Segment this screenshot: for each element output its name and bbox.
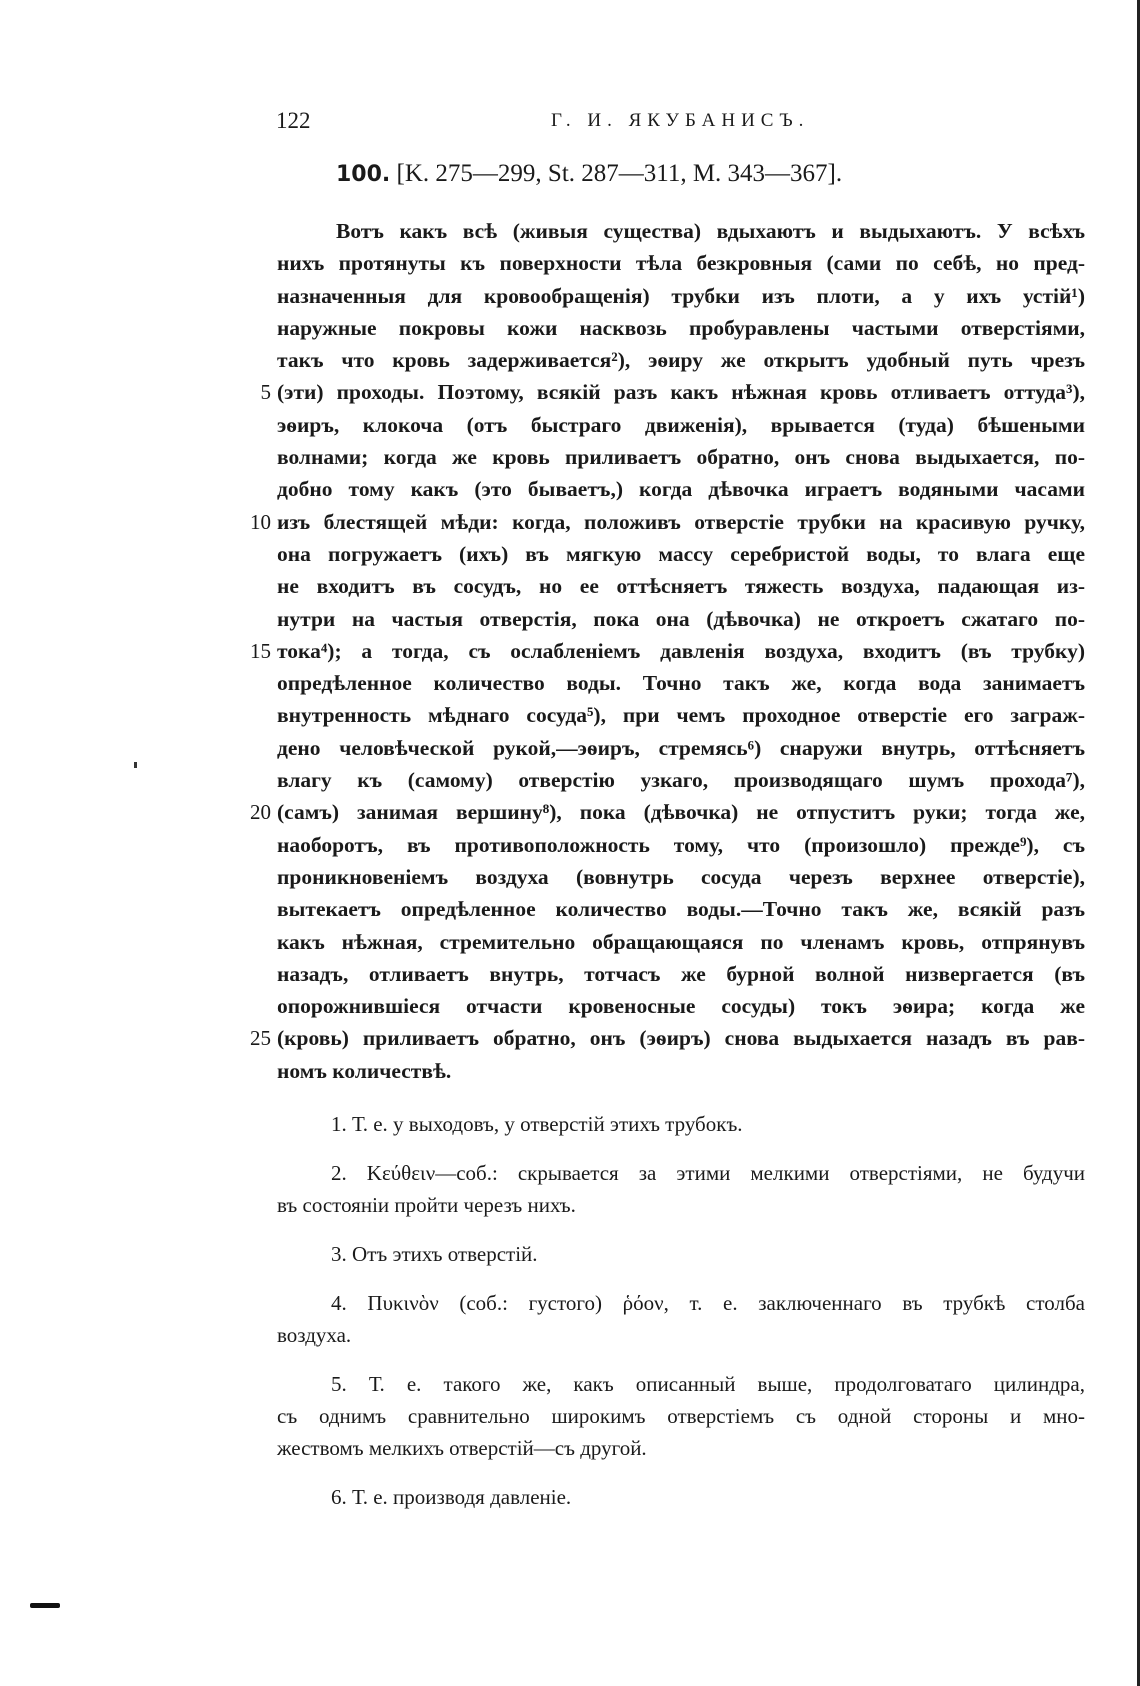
text-line <box>277 280 1085 312</box>
line-text: номъ количествѣ. <box>277 1058 452 1083</box>
footnote <box>277 1157 1085 1221</box>
text-line <box>277 247 1085 279</box>
footnote <box>277 1238 1085 1270</box>
line-text: влагу къ (самому) отверстію узкаго, производящаго шумъ прохода⁷), <box>277 768 1085 793</box>
line-text: не входитъ въ сосудъ, но ее оттѣсняетъ тяжесть воздуха, падающая из- <box>277 574 1085 599</box>
text-line <box>277 699 1085 731</box>
text-line <box>277 312 1085 344</box>
line-text: дено человѣческой рукой,—эѳиръ, стремясь⁶) снаружи внутрь, оттѣсняетъ <box>277 735 1085 760</box>
line-number: 25 <box>250 1026 271 1051</box>
footnote <box>277 1108 1085 1140</box>
line-number: 5 <box>260 380 271 405</box>
line-text: изъ блестящей мѣди: когда, положивъ отверстіе трубки на красивую ручку, <box>277 509 1085 534</box>
footnote-line: 6. Т. е. производя давленіе. <box>331 1485 572 1509</box>
footnote <box>277 1481 1085 1513</box>
line-text: назначенныя для кровообращенія) трубки изъ плоти, а у ихъ устій¹) <box>277 283 1085 308</box>
line-number: 15 <box>250 638 271 663</box>
line-text: добно тому какъ (это бываетъ,) когда дѣвочка играетъ водяными часами <box>277 477 1085 502</box>
line-text: опредѣленное количество воды. Точно такъ же, когда вода занимаетъ <box>277 671 1085 696</box>
text-line <box>250 635 1085 667</box>
line-number: 20 <box>250 800 271 825</box>
text-line <box>277 861 1085 893</box>
text-line <box>277 473 1085 505</box>
line-text: (самъ) занимая вершину⁸), пока (дѣвочка) не отпуститъ руки; тогда же, <box>277 800 1085 825</box>
line-text: тока⁴); а тогда, съ ослабленіемъ давленія воздуха, входитъ (въ трубку) <box>277 638 1085 663</box>
line-text: она погружаетъ (ихъ) въ мягкую массу серебристой воды, то влага еще <box>277 541 1085 566</box>
line-text: наоборотъ, въ противоположность тому, что (произошло) прежде⁹), съ <box>277 832 1085 857</box>
footnote-line: жествомъ мелкихъ отверстій—съ другой. <box>277 1436 647 1460</box>
footnote-line: съ однимъ сравнительно широкимъ отверстіемъ съ одной стороны и мно- <box>277 1404 1085 1428</box>
line-text: эѳиръ, клокоча (отъ быстраго движенія), врывается (туда) бѣшеными <box>277 412 1085 437</box>
line-text: (эти) проходы. Поэтому, всякій разъ какъ нѣжная кровь отливаетъ оттуда³), <box>277 380 1085 405</box>
text-line <box>277 344 1085 376</box>
text-line <box>277 409 1085 441</box>
footnote-line: 3. Отъ этихъ отверстій. <box>331 1242 538 1266</box>
text-line <box>277 764 1085 796</box>
footnote-line: 1. Т. е. у выходовъ, у отверстій этихъ трубокъ. <box>331 1112 743 1136</box>
line-text: такъ что кровь задерживается²), эѳиру же открытъ удобный путь чрезъ <box>277 348 1085 373</box>
footnote-line: 5. Т. е. такого же, какъ описанный выше, продолговатаго цилиндра, <box>331 1372 1085 1396</box>
line-text: наружные покровы кожи насквозь пробуравлены частыми отверстіями, <box>277 315 1085 340</box>
text-line <box>277 441 1085 473</box>
text-line <box>277 570 1085 602</box>
footnote-line: 4. Πυκινὸν (соб.: густого) ῥόον, т. е. заключеннаго въ трубкѣ столба <box>331 1291 1085 1315</box>
text-line <box>277 603 1085 635</box>
line-text: нихъ протянуты къ поверхности тѣла безкровныя (сами по себѣ, но пред- <box>277 251 1085 276</box>
line-text: вытекаетъ опредѣленное количество воды.—Точно такъ же, всякій разъ <box>277 897 1085 922</box>
text-line <box>277 538 1085 570</box>
page-header <box>276 108 1086 138</box>
section-refs: [K. 275—299, St. 287—311, M. 343—367]. <box>396 160 843 187</box>
line-text: внутренность мѣднаго сосуда⁵), при чемъ проходное отверстіе его заграж- <box>277 703 1085 728</box>
line-text: опорожнившіеся отчасти кровеносные сосуды) токъ эѳира; когда же <box>277 994 1085 1019</box>
line-text: Вотъ какъ всѣ (живыя существа) вдыхаютъ и выдыхаютъ. У всѣхъ <box>336 219 1085 243</box>
line-text: какъ нѣжная, стремительно обращающаяся по членамъ кровь, отпрянувъ <box>277 929 1085 954</box>
line-text: волнами; когда же кровь приливаетъ обратно, онъ снова выдыхается, по- <box>277 445 1085 470</box>
margin-speck <box>134 762 137 768</box>
footnote-line: 2. Κεύθειν—соб.: скрывается за этими мелкими отверстіями, не будучи <box>331 1161 1085 1185</box>
line-text: проникновеніемъ воздуха (вовнутрь сосуда черезъ верхнее отверстіе), <box>277 864 1085 889</box>
text-line <box>277 215 1085 247</box>
text-line <box>277 958 1085 990</box>
text-line <box>250 506 1085 538</box>
text-line <box>250 796 1085 828</box>
body-text <box>250 215 1085 1087</box>
section-heading <box>336 160 842 188</box>
text-line <box>277 1055 1085 1087</box>
line-text: (кровь) приливаетъ обратно, онъ (эѳиръ) снова выдыхается назадъ въ рав- <box>277 1026 1085 1051</box>
footnote <box>277 1287 1085 1351</box>
text-line <box>250 1022 1085 1054</box>
footnote <box>277 1368 1085 1464</box>
line-text: нутри на частыя отверстія, пока она (дѣвочка) не откроетъ сжатаго по- <box>277 606 1085 631</box>
page-number: 122 <box>276 108 311 133</box>
footnote-line: воздуха. <box>277 1323 352 1347</box>
text-line <box>277 732 1085 764</box>
footnote-line: въ состояніи пройти черезъ нихъ. <box>277 1193 576 1217</box>
text-line <box>277 829 1085 861</box>
text-line <box>277 893 1085 925</box>
text-line <box>277 990 1085 1022</box>
text-line <box>277 667 1085 699</box>
text-line <box>277 926 1085 958</box>
text-line <box>260 376 1085 408</box>
line-text: назадъ, отливаетъ внутрь, тотчасъ же бурной волной низвергается (въ <box>277 961 1085 986</box>
line-number: 10 <box>250 509 271 534</box>
margin-mark <box>30 1603 60 1608</box>
running-head: Г. И. ЯКУБАНИСЪ. <box>551 110 810 131</box>
footnotes <box>277 1108 1085 1530</box>
section-number: 100. <box>336 162 391 187</box>
